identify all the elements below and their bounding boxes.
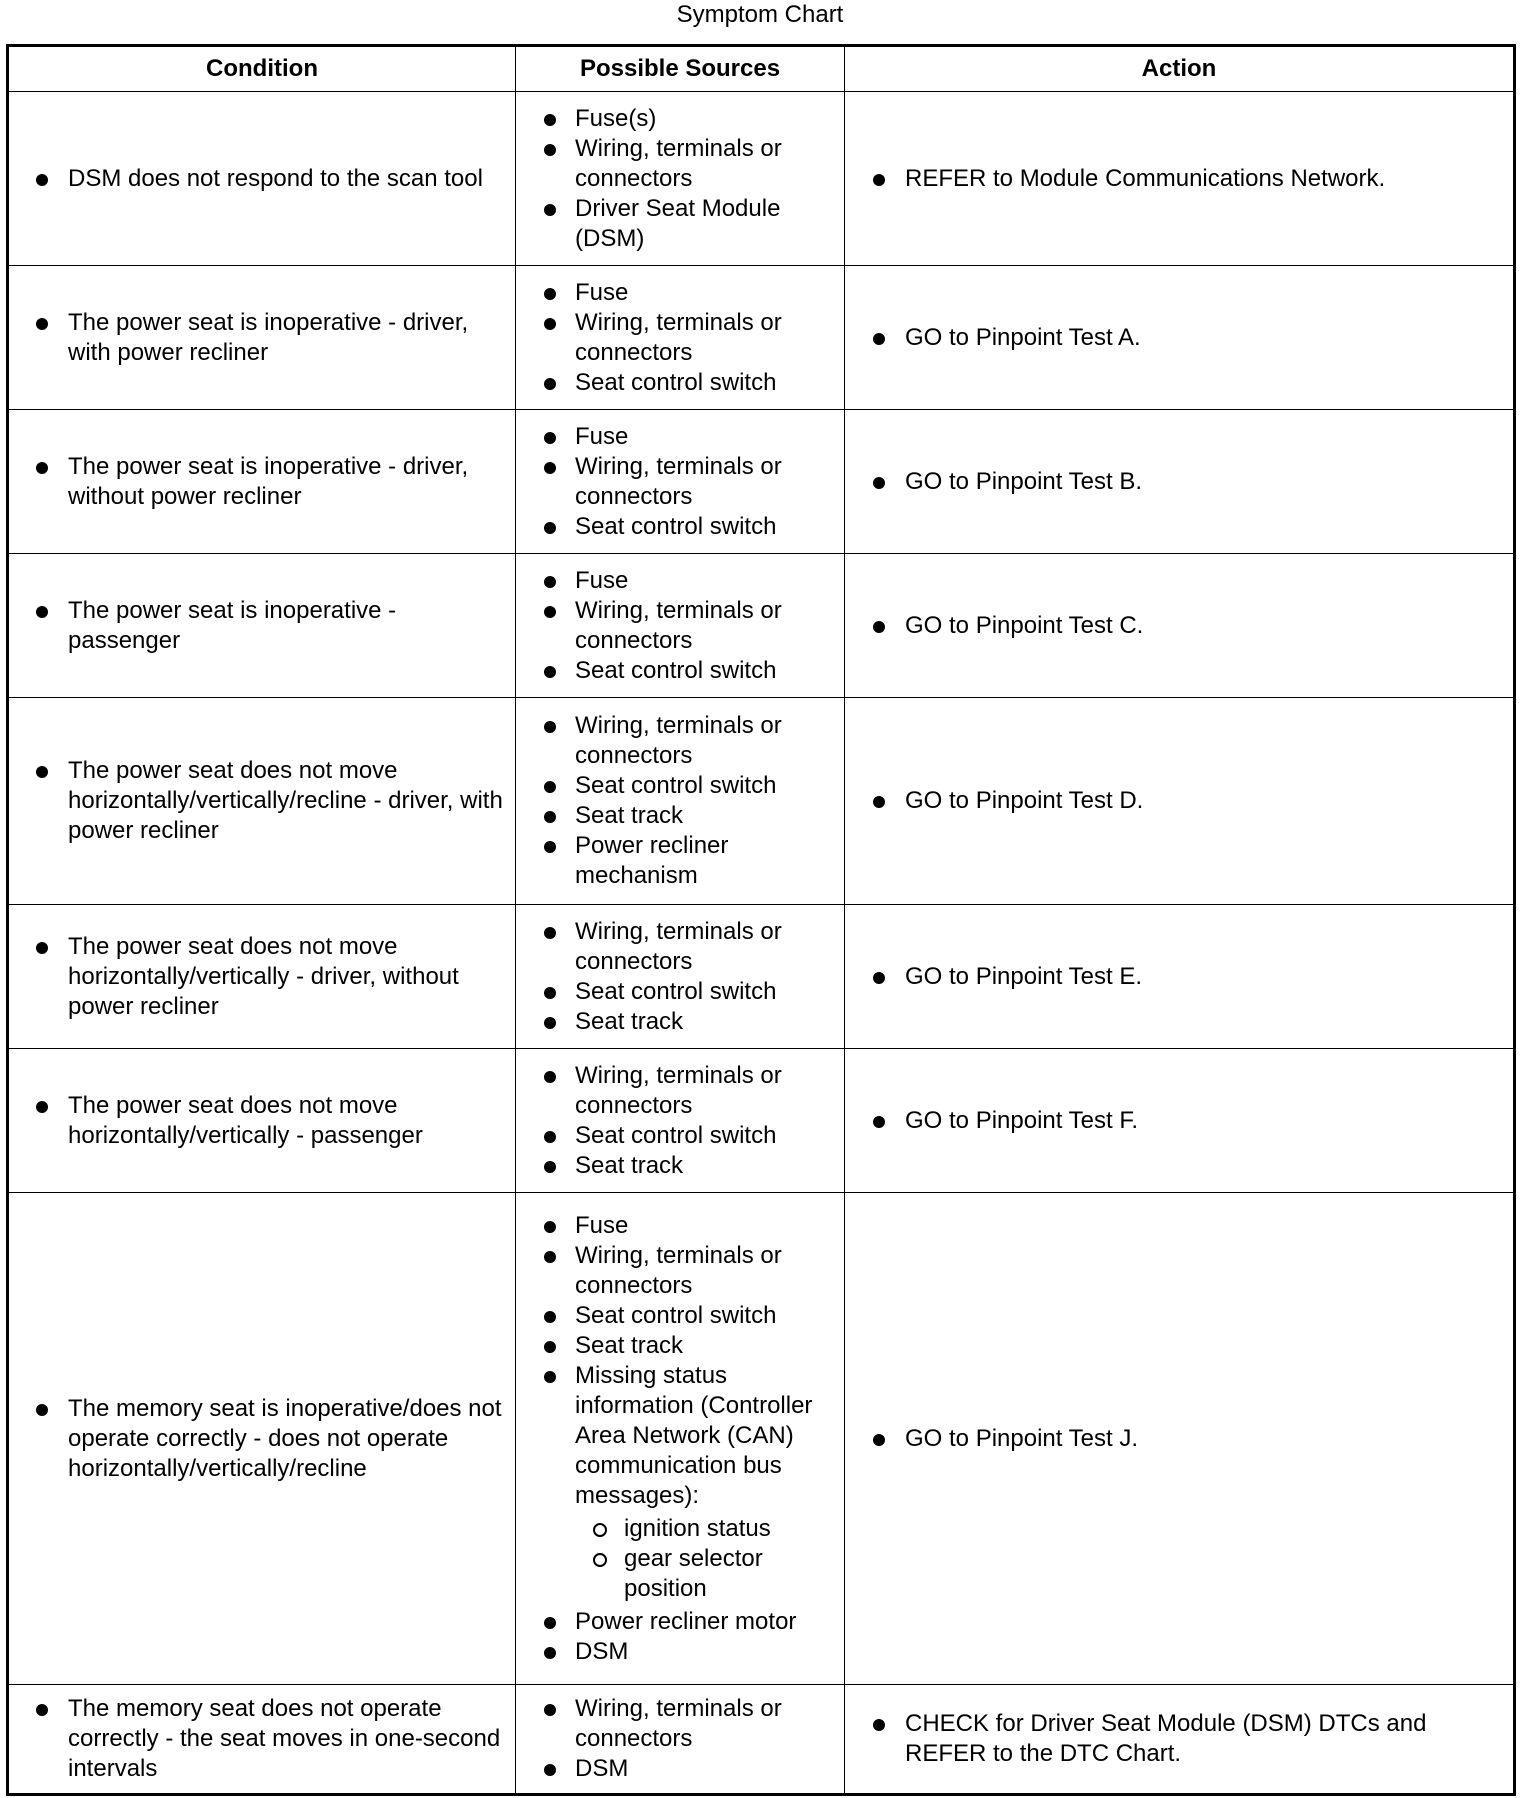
bullet-icon [544, 318, 556, 330]
bullet-icon [873, 1116, 885, 1128]
sources-cell [516, 92, 845, 266]
condition-item: The power seat does not move horizontally/vertically - passenger [9, 1091, 515, 1151]
sub-source-item: ignition status [575, 1514, 840, 1544]
sub-source-list [575, 1511, 840, 1607]
sources-cell [516, 905, 845, 1049]
bullet-icon [544, 1371, 556, 1383]
condition-cell [8, 905, 516, 1049]
action-item: GO to Pinpoint Test E. [845, 962, 1513, 992]
condition-item: The power seat does not move horizontally/vertically/recline - driver, with power recliner [9, 756, 515, 846]
action-item: GO to Pinpoint Test D. [845, 786, 1513, 816]
action-cell [845, 905, 1515, 1049]
source-item: Seat control switch [516, 977, 844, 1007]
source-item: Seat control switch [516, 1301, 844, 1331]
bullet-icon [544, 522, 556, 534]
source-item: Wiring, terminals or connectors [516, 711, 844, 771]
action-item: GO to Pinpoint Test F. [845, 1106, 1513, 1136]
condition-cell [8, 92, 516, 266]
table-row [8, 1049, 1515, 1193]
bullet-icon [544, 1221, 556, 1233]
condition-cell [8, 1193, 516, 1685]
condition-item: The power seat is inoperative - driver, without power recliner [9, 452, 515, 512]
bullet-icon [544, 721, 556, 733]
action-item: GO to Pinpoint Test A. [845, 323, 1513, 353]
source-item: Wiring, terminals or connectors [516, 134, 844, 194]
bullet-icon [544, 811, 556, 823]
source-item: Fuse [516, 566, 844, 596]
source-item: Seat track [516, 801, 844, 831]
bullet-icon [544, 927, 556, 939]
source-item: Missing status information (Controller Area Network (CAN) communication bus messages): ignition status gear selector position [516, 1361, 844, 1607]
source-item: Wiring, terminals or connectors [516, 596, 844, 656]
sources-cell [516, 1685, 845, 1795]
circle-bullet-icon [593, 1553, 607, 1567]
bullet-icon [873, 1719, 885, 1731]
bullet-icon [36, 174, 48, 186]
bullet-icon [544, 841, 556, 853]
bullet-icon [544, 987, 556, 999]
action-item: GO to Pinpoint Test C. [845, 611, 1513, 641]
action-cell [845, 266, 1515, 410]
action-cell [845, 410, 1515, 554]
source-item: Seat track [516, 1331, 844, 1361]
source-item: Fuse [516, 1211, 844, 1241]
bullet-icon [36, 606, 48, 618]
bullet-icon [544, 1017, 556, 1029]
bullet-icon [544, 1071, 556, 1083]
source-item: Wiring, terminals or connectors [516, 452, 844, 512]
source-item: Wiring, terminals or connectors [516, 1694, 844, 1754]
bullet-icon [544, 576, 556, 588]
bullet-icon [544, 606, 556, 618]
condition-item: The power seat is inoperative - passenger [9, 596, 515, 656]
condition-cell [8, 698, 516, 905]
bullet-icon [544, 1131, 556, 1143]
action-cell [845, 1049, 1515, 1193]
bullet-icon [544, 1764, 556, 1776]
table-row [8, 698, 1515, 905]
bullet-icon [544, 462, 556, 474]
bullet-icon [873, 174, 885, 186]
bullet-icon [544, 1617, 556, 1629]
sources-cell [516, 698, 845, 905]
source-item: Seat track [516, 1151, 844, 1181]
bullet-icon [544, 144, 556, 156]
action-cell [845, 92, 1515, 266]
header-possible-sources: Possible Sources [516, 46, 845, 92]
bullet-icon [544, 204, 556, 216]
sources-cell [516, 1049, 845, 1193]
source-item: Wiring, terminals or connectors [516, 1061, 844, 1121]
source-item: Seat track [516, 1007, 844, 1037]
condition-cell [8, 1685, 516, 1795]
source-item: DSM [516, 1637, 844, 1667]
chart-title: Symptom Chart [676, 1, 844, 28]
bullet-icon [544, 288, 556, 300]
bullet-icon [544, 1161, 556, 1173]
header-action: Action [845, 46, 1515, 92]
source-item: Seat control switch [516, 368, 844, 398]
source-item: Wiring, terminals or connectors [516, 917, 844, 977]
source-item: Fuse [516, 278, 844, 308]
bullet-icon [873, 333, 885, 345]
table-row [8, 1685, 1515, 1795]
bullet-icon [36, 462, 48, 474]
bullet-icon [873, 796, 885, 808]
action-cell [845, 698, 1515, 905]
bullet-icon [873, 477, 885, 489]
table-row [8, 410, 1515, 554]
action-cell [845, 1685, 1515, 1795]
bullet-icon [873, 621, 885, 633]
header-condition: Condition [8, 46, 516, 92]
table-row [8, 92, 1515, 266]
condition-item: The memory seat does not operate correctly - the seat moves in one-second intervals [9, 1694, 515, 1784]
source-item: Fuse [516, 422, 844, 452]
condition-cell [8, 1049, 516, 1193]
condition-cell [8, 554, 516, 698]
sources-cell [516, 410, 845, 554]
bullet-icon [36, 318, 48, 330]
source-item: Seat control switch [516, 1121, 844, 1151]
source-item: Power recliner mechanism [516, 831, 844, 891]
source-item: DSM [516, 1754, 844, 1784]
condition-cell [8, 410, 516, 554]
bullet-icon [544, 378, 556, 390]
sub-source-item: gear selector position [575, 1544, 840, 1604]
bullet-icon [873, 972, 885, 984]
source-item: Seat control switch [516, 512, 844, 542]
bullet-icon [544, 1704, 556, 1716]
source-item: Fuse(s) [516, 104, 844, 134]
sources-cell [516, 1193, 845, 1685]
source-item: Seat control switch [516, 656, 844, 686]
symptom-table [6, 44, 1516, 1796]
circle-bullet-icon [593, 1523, 607, 1537]
source-item: Seat control switch [516, 771, 844, 801]
source-item: Wiring, terminals or connectors [516, 308, 844, 368]
condition-item: The power seat is inoperative - driver, with power recliner [9, 308, 515, 368]
bullet-icon [544, 666, 556, 678]
sources-cell [516, 554, 845, 698]
header-row [8, 46, 1515, 92]
bullet-icon [544, 114, 556, 126]
bullet-icon [544, 1251, 556, 1263]
action-item: CHECK for Driver Seat Module (DSM) DTCs and REFER to the DTC Chart. [845, 1709, 1513, 1769]
action-cell [845, 554, 1515, 698]
condition-item: The memory seat is inoperative/does not operate correctly - does not operate horizontally/vertically/recline [9, 1394, 515, 1484]
action-item: REFER to Module Communications Network. [845, 164, 1513, 194]
condition-cell [8, 266, 516, 410]
source-item: Driver Seat Module (DSM) [516, 194, 844, 254]
bullet-icon [36, 1404, 48, 1416]
sources-cell [516, 266, 845, 410]
table-row [8, 1193, 1515, 1685]
table-row [8, 266, 1515, 410]
bullet-icon [873, 1434, 885, 1446]
condition-item: The power seat does not move horizontally/vertically - driver, without power recliner [9, 932, 515, 1022]
bullet-icon [544, 1341, 556, 1353]
action-item: GO to Pinpoint Test B. [845, 467, 1513, 497]
bullet-icon [544, 1647, 556, 1659]
source-item: Power recliner motor [516, 1607, 844, 1637]
condition-item: DSM does not respond to the scan tool [9, 164, 515, 194]
action-item: GO to Pinpoint Test J. [845, 1424, 1513, 1454]
bullet-icon [36, 942, 48, 954]
bullet-icon [544, 432, 556, 444]
table-row [8, 554, 1515, 698]
bullet-icon [36, 1101, 48, 1113]
action-cell [845, 1193, 1515, 1685]
bullet-icon [36, 766, 48, 778]
bullet-icon [36, 1704, 48, 1716]
bullet-icon [544, 781, 556, 793]
bullet-icon [544, 1311, 556, 1323]
table-row [8, 905, 1515, 1049]
source-item: Wiring, terminals or connectors [516, 1241, 844, 1301]
